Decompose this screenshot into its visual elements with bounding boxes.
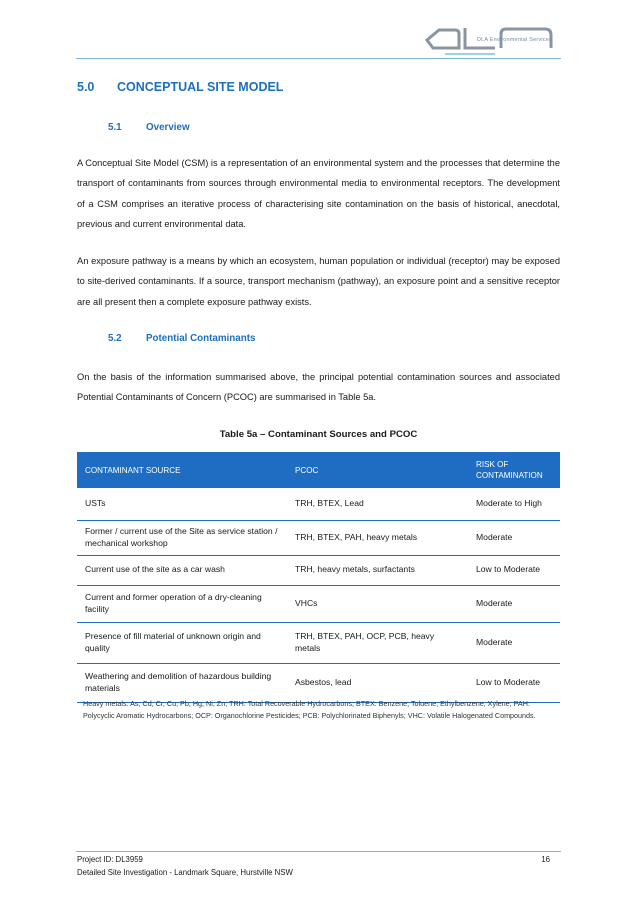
footer-rule — [76, 851, 561, 852]
paragraph-pcoc: On the basis of the information summarised above, the principal potential contamination sources and associated Potential Contaminants of Concern (PCOC) are summarised in Table 5a. — [77, 372, 560, 403]
page-number: 16 — [541, 855, 550, 864]
table-caption: Table 5a – Contaminant Sources and PCOC — [219, 429, 418, 440]
subsection-title: Potential Contaminants — [146, 333, 256, 344]
project-id: Project ID: DL3959 — [77, 855, 143, 864]
table-row — [77, 555, 560, 585]
table-header-row — [77, 452, 560, 488]
cell-source: Former / current use of the Site as service station / mechanical workshop — [77, 520, 287, 555]
contaminant-table — [77, 452, 560, 703]
cell-pcoc: TRH, heavy metals, surfactants — [287, 555, 468, 585]
section-heading — [77, 80, 283, 94]
cell-source: Weathering and demolition of hazardous building materials — [77, 663, 287, 702]
header-contaminant-source: CONTAMINANT SOURCE — [77, 452, 287, 488]
cell-source: Presence of fill material of unknown origin and quality — [77, 622, 287, 663]
cell-risk: Moderate — [468, 520, 560, 555]
cell-source: USTs — [77, 488, 287, 520]
table-row — [77, 520, 560, 555]
cell-pcoc: TRH, BTEX, PAH, heavy metals — [287, 520, 468, 555]
table-row — [77, 585, 560, 622]
subsection-number: 5.2 — [108, 333, 122, 344]
section-title: CONCEPTUAL SITE MODEL — [117, 80, 284, 94]
cell-risk: Low to Moderate — [468, 663, 560, 702]
cell-risk: Moderate — [468, 622, 560, 663]
subsection-title: Overview — [146, 122, 190, 133]
company-name: DLA Environmental Services — [477, 37, 552, 43]
report-title: Detailed Site Investigation - Landmark Square, Hurstville NSW — [77, 868, 293, 877]
subsection-contaminants-heading — [108, 333, 255, 344]
cell-pcoc: Asbestos, lead — [287, 663, 468, 702]
header-risk: RISK OF CONTAMINATION — [468, 452, 560, 488]
subsection-number: 5.1 — [108, 122, 122, 133]
table-footnote: Heavy metals: As, Cd, Cr, Cu, Pb, Hg, Ni, Zn; TRH: Total Recoverable Hydrocarbons; BTEX: Benzene, Toluene, Ethylbenzene, Xylene; PAH: Polycyclic Aromatic Hydrocarbons; OCP: Organochlorine Pesticides; PCB: Polychlorinated Biphenyls; VHC: Volatile Halogenated Compounds. — [83, 699, 536, 720]
subsection-overview-heading — [108, 122, 190, 133]
cell-pcoc: TRH, BTEX, PAH, OCP, PCB, heavy metals — [287, 622, 468, 663]
cell-source: Current use of the site as a car wash — [77, 555, 287, 585]
cell-risk: Low to Moderate — [468, 555, 560, 585]
table-row — [77, 622, 560, 663]
paragraph-csm: A Conceptual Site Model (CSM) is a representation of an environmental system and the processes that determine the transport of contaminants from sources through environmental media to environmental receptors. The development of a CSM comprises an iterative process of characterising site contamination on the basis of historical, anecdotal, previous and current environmental data. — [77, 158, 560, 229]
header-rule — [76, 58, 561, 59]
header-pcoc: PCOC — [287, 452, 468, 488]
table-row — [77, 663, 560, 702]
cell-pcoc: VHCs — [287, 585, 468, 622]
table-row — [77, 488, 560, 520]
cell-risk: Moderate to High — [468, 488, 560, 520]
paragraph-exposure-pathway: An exposure pathway is a means by which an ecosystem, human population or individual (receptor) may be exposed to site-derived contaminants. If a source, transport mechanism (pathway), an exposure point and a sensitive receptor are all present then a complete exposure pathway exists. — [77, 256, 560, 307]
cell-risk: Moderate — [468, 585, 560, 622]
cell-source: Current and former operation of a dry-cleaning facility — [77, 585, 287, 622]
section-number: 5.0 — [77, 80, 95, 94]
cell-pcoc: TRH, BTEX, Lead — [287, 488, 468, 520]
